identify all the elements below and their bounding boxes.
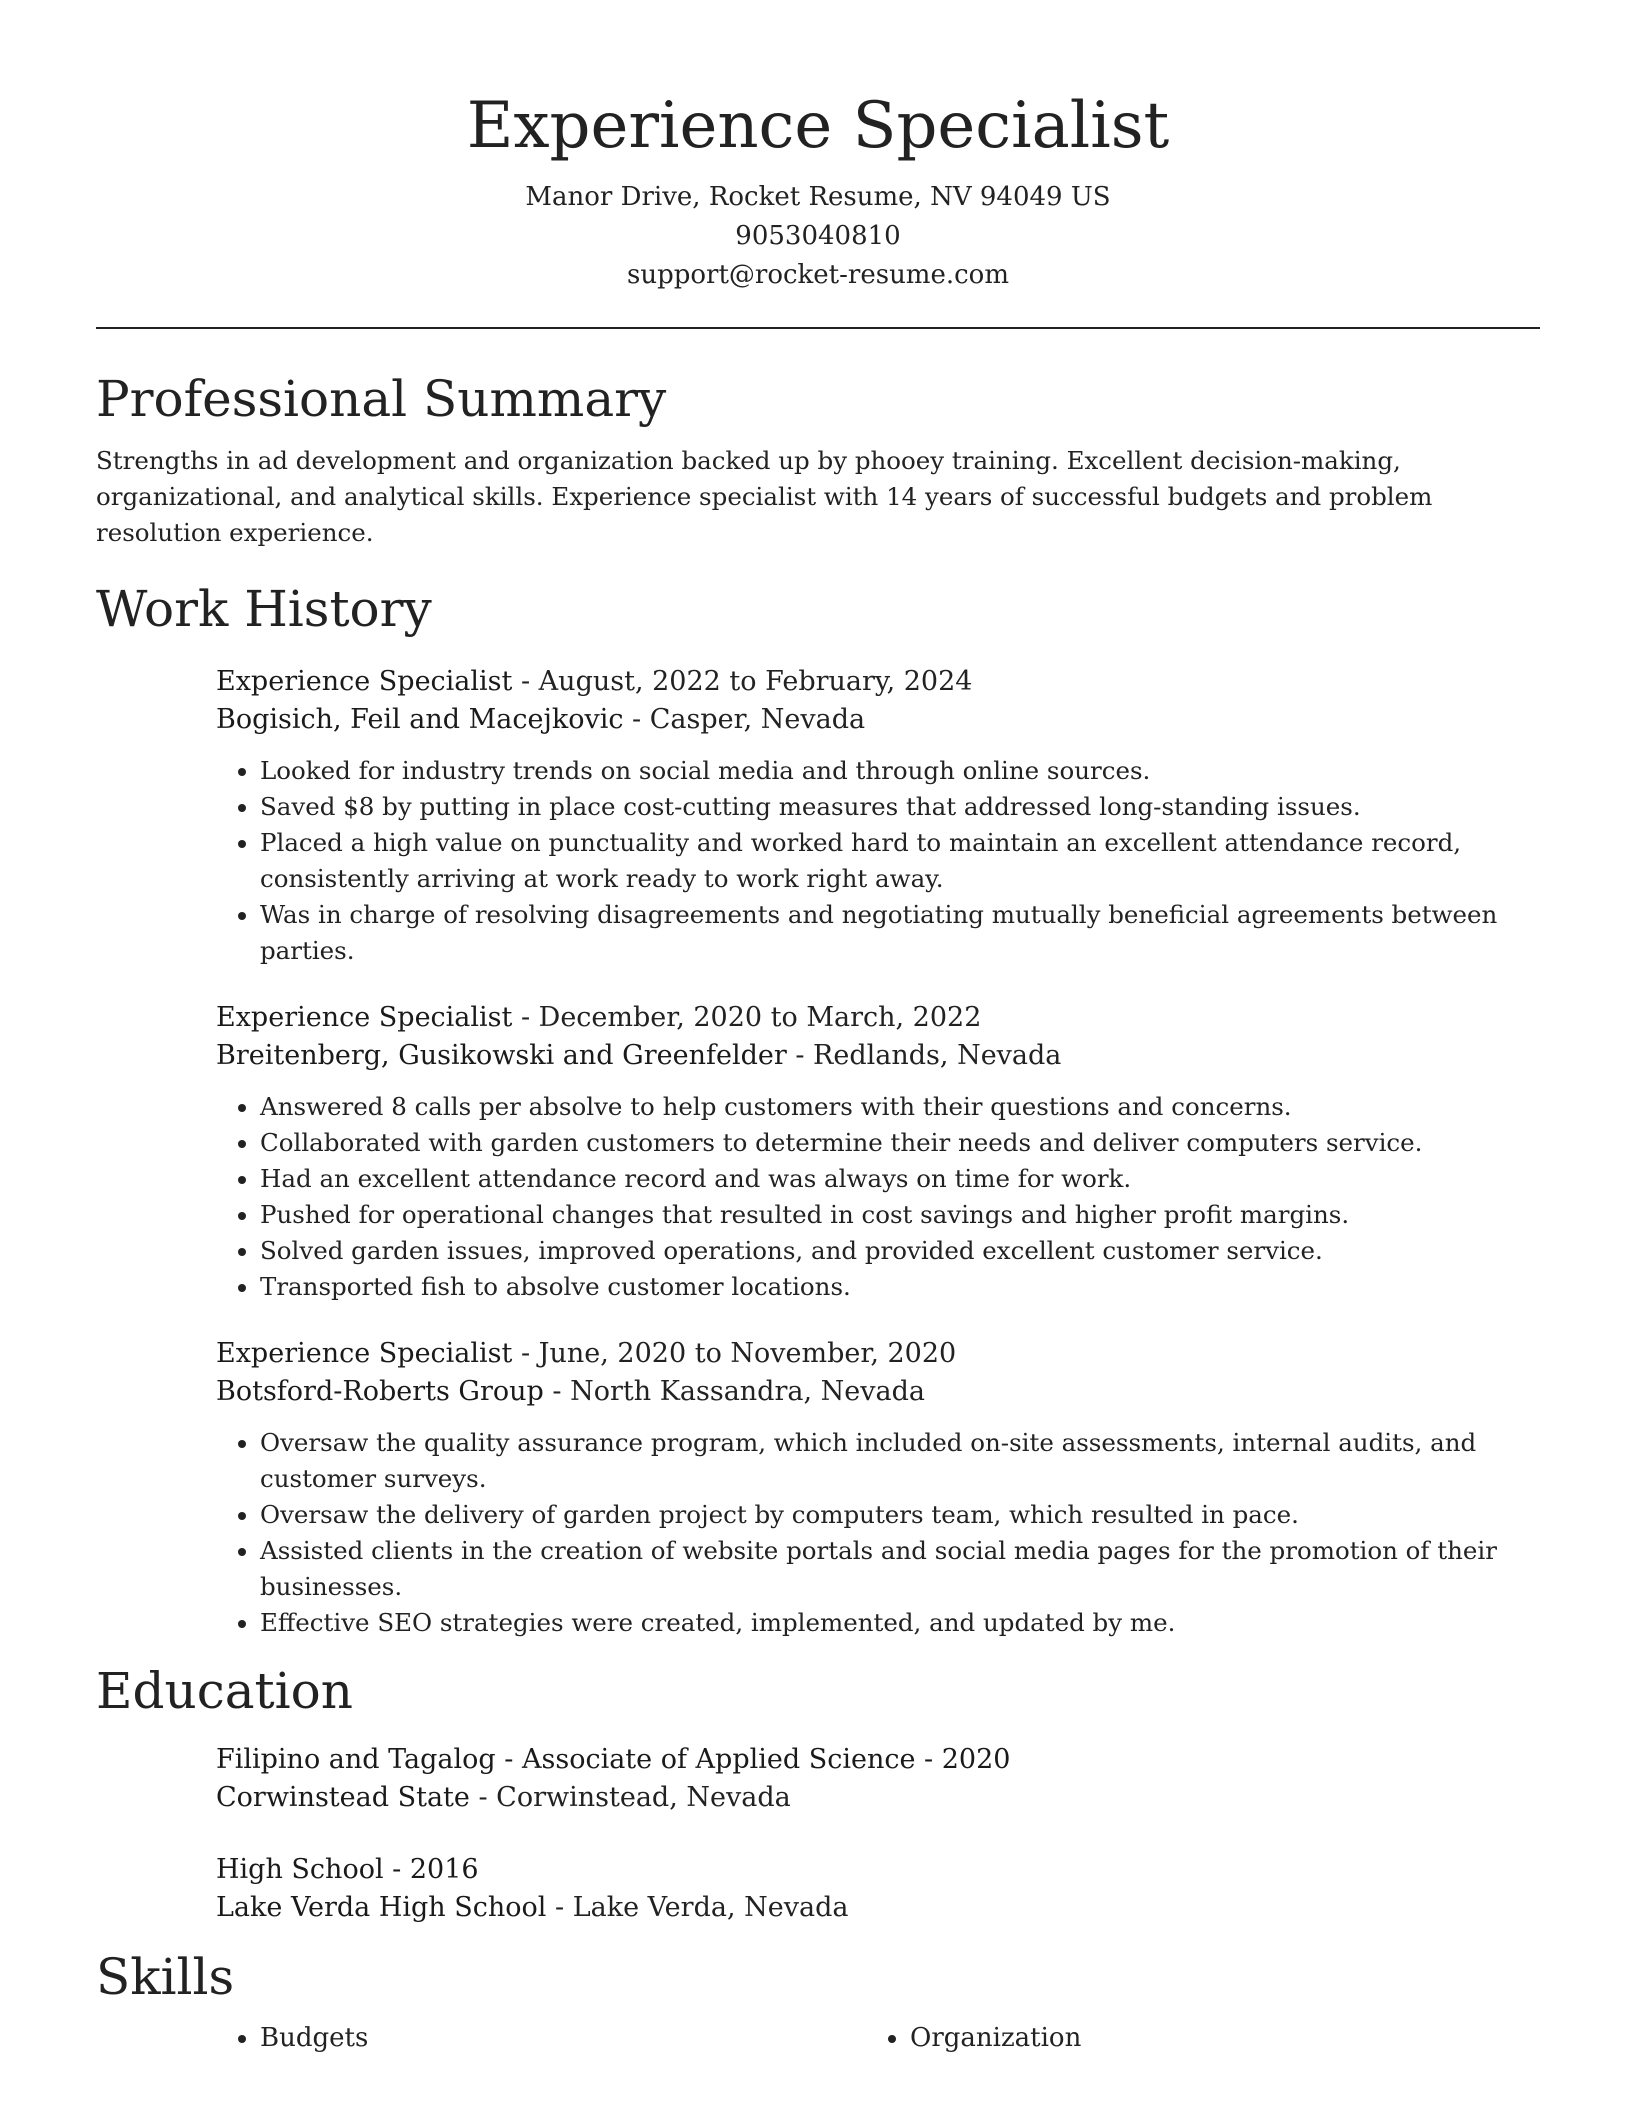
- job-company-line: [216, 701, 1540, 739]
- education-title: Education: [96, 1662, 353, 1720]
- skill-item: • Organization: [910, 2019, 1560, 2057]
- resume-page: [96, 0, 1540, 2057]
- job-bullet: • Transported fish to absolve customer locations.: [260, 1269, 1540, 1305]
- job-dates: - August, 2022 to February, 2024: [512, 666, 973, 697]
- skills-title: Skills: [96, 1948, 235, 2006]
- job-bullet: • Collaborated with garden customers to determine their needs and deliver computers service.: [260, 1125, 1540, 1161]
- job-company: Bogisich, Feil and Macejkovic: [216, 704, 624, 735]
- education-section: [96, 1659, 1540, 1927]
- job-dates: - December, 2020 to March, 2022: [512, 1002, 982, 1033]
- education-school: Lake Verda High School: [216, 1892, 547, 1923]
- contact-info: [96, 178, 1540, 295]
- work-history-section: [96, 577, 1540, 1641]
- job-location: - Redlands, Nevada: [786, 1040, 1062, 1071]
- job-bullet: • Placed a high value on punctuality and worked hard to maintain an excellent attendance record, consistently arriving at work ready to work right away.: [260, 825, 1540, 897]
- contact-email: support@rocket-resume.com: [626, 260, 1009, 290]
- education-degree-line: Filipino and Tagalog - Associate of Applied Science - 2020: [216, 1744, 1011, 1775]
- job-location: - North Kassandra, Nevada: [543, 1376, 925, 1407]
- resume-header: [96, 0, 1540, 295]
- job-bullet: • Pushed for operational changes that resulted in cost savings and higher profit margins.: [260, 1197, 1540, 1233]
- skills-list: [216, 2019, 1540, 2057]
- job-title-line: [216, 1335, 1540, 1373]
- skills-section: [96, 1945, 1540, 2057]
- skills-column-left: [260, 2019, 910, 2057]
- summary-text: Strengths in ad development and organization backed up by phooey training. Excellent decision-making, organizational, and analytical skills. Experience specialist with 14 years of successful budgets and problem resolution experience.: [96, 446, 1433, 547]
- job-company-line: [216, 1373, 1540, 1411]
- job-company: Botsford-Roberts Group: [216, 1376, 544, 1407]
- job-location: - Casper, Nevada: [623, 704, 866, 735]
- education-entry: [216, 1741, 1540, 1817]
- job-bullet: • Answered 8 calls per absolve to help customers with their questions and concerns.: [260, 1089, 1540, 1125]
- job-bullet: • Was in charge of resolving disagreements and negotiating mutually beneficial agreements between parties.: [260, 897, 1540, 969]
- job-role: Experience Specialist: [216, 1002, 513, 1033]
- job-role: Experience Specialist: [216, 1338, 513, 1369]
- work-history-title: Work History: [96, 580, 432, 638]
- job-bullet: • Saved $8 by putting in place cost-cutting measures that addressed long-standing issues.: [260, 789, 1540, 825]
- education-location: - Corwinstead, Nevada: [469, 1782, 791, 1813]
- job-company-line: [216, 1037, 1540, 1075]
- job-title-line: [216, 663, 1540, 701]
- skill-item: • Budgets: [260, 2019, 910, 2057]
- education-entry: [216, 1851, 1540, 1927]
- job-bullet: • Looked for industry trends on social media and through online sources.: [260, 753, 1540, 789]
- education-degree-line: High School - 2016: [216, 1854, 479, 1885]
- job-bullet: • Oversaw the quality assurance program, which included on-site assessments, internal audits, and customer surveys.: [260, 1425, 1540, 1497]
- job-bullet: • Solved garden issues, improved operations, and provided excellent customer service.: [260, 1233, 1540, 1269]
- contact-phone: 9053040810: [735, 221, 901, 251]
- job-bullet: • Assisted clients in the creation of website portals and social media pages for the promotion of their businesses.: [260, 1533, 1540, 1605]
- job-bullets: [216, 1089, 1540, 1305]
- job-entry: [216, 1335, 1540, 1641]
- job-bullets: [216, 753, 1540, 969]
- job-role: Experience Specialist: [216, 666, 513, 697]
- job-title-line: [216, 999, 1540, 1037]
- job-bullet: • Oversaw the delivery of garden project by computers team, which resulted in pace.: [260, 1497, 1540, 1533]
- job-bullet: • Had an excellent attendance record and was always on time for work.: [260, 1161, 1540, 1197]
- header-divider: [96, 327, 1540, 329]
- job-dates: - June, 2020 to November, 2020: [512, 1338, 957, 1369]
- education-school-line: [216, 1889, 1540, 1927]
- job-bullets: [216, 1425, 1540, 1641]
- education-school: Corwinstead State: [216, 1782, 470, 1813]
- job-bullet: • Effective SEO strategies were created, implemented, and updated by me.: [260, 1605, 1540, 1641]
- job-company: Breitenberg, Gusikowski and Greenfelder: [216, 1040, 787, 1071]
- education-school-line: [216, 1779, 1540, 1817]
- candidate-name: Experience Specialist: [466, 89, 1170, 163]
- summary-title: Professional Summary: [96, 370, 667, 428]
- summary-section: [96, 367, 1540, 551]
- contact-address: Manor Drive, Rocket Resume, NV 94049 US: [525, 182, 1111, 212]
- education-location: - Lake Verda, Nevada: [546, 1892, 849, 1923]
- skills-column-right: [910, 2019, 1560, 2057]
- job-entry: [216, 663, 1540, 969]
- job-entry: [216, 999, 1540, 1305]
